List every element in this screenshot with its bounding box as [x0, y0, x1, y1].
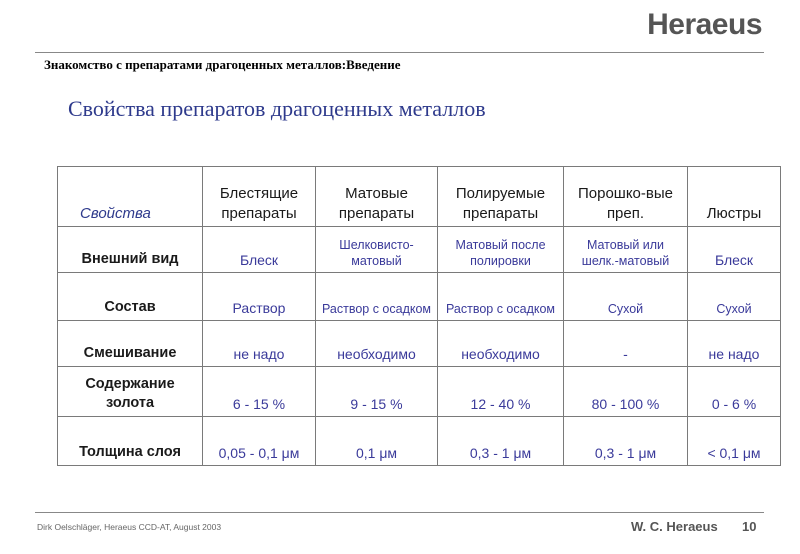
table-cell: 6 - 15 %: [203, 367, 316, 417]
heraeus-logo: Heraeus: [647, 8, 762, 41]
table-cell: необходимо: [438, 321, 564, 367]
column-header: Блестящие препараты: [203, 167, 316, 227]
footer-brand: W. C. Heraeus: [631, 519, 718, 534]
table-cell: 0,1 μм: [316, 417, 438, 466]
table-cell: -: [564, 321, 688, 367]
table-cell: 9 - 15 %: [316, 367, 438, 417]
column-header: Матовые препараты: [316, 167, 438, 227]
table-cell: Раствор с осадком: [438, 273, 564, 321]
table-cell: 0,3 - 1 μм: [564, 417, 688, 466]
table-header-row: [58, 167, 781, 227]
table-row: [58, 367, 781, 417]
column-header: Полируемые препараты: [438, 167, 564, 227]
table-row: [58, 227, 781, 273]
table-cell: не надо: [688, 321, 781, 367]
table-cell: < 0,1 μм: [688, 417, 781, 466]
table-cell: не надо: [203, 321, 316, 367]
table-row: [58, 417, 781, 466]
column-header: Порошко-вые преп.: [564, 167, 688, 227]
row-label: Смешивание: [58, 321, 203, 367]
table-cell: Шелковисто-матовый: [316, 227, 438, 273]
properties-table: [57, 166, 781, 466]
table-cell: Раствор с осадком: [316, 273, 438, 321]
table-cell: 0,05 - 0,1 μм: [203, 417, 316, 466]
table-cell: Блеск: [688, 227, 781, 273]
row-label: Содержание золота: [58, 367, 203, 417]
table-cell: Матовый или шелк.-матовый: [564, 227, 688, 273]
table-cell: 0,3 - 1 μм: [438, 417, 564, 466]
row-label: Состав: [58, 273, 203, 321]
table-cell: Сухой: [688, 273, 781, 321]
table-cell: 0 - 6 %: [688, 367, 781, 417]
row-label: Толщина слоя: [58, 417, 203, 466]
section-subtitle: Знакомство с препаратами драгоценных металлов:Введение: [44, 57, 401, 72]
table-cell: Раствор: [203, 273, 316, 321]
table-cell: 80 - 100 %: [564, 367, 688, 417]
page-number: 10: [742, 519, 757, 534]
table-cell: Сухой: [564, 273, 688, 321]
footer-author: Dirk Oelschläger, Heraeus CCD-AT, August 2003: [37, 522, 222, 532]
table-row: [58, 273, 781, 321]
table-cell: Матовый после полировки: [438, 227, 564, 273]
row-label: Внешний вид: [58, 227, 203, 273]
header-divider: [35, 52, 764, 53]
table-cell: Блеск: [203, 227, 316, 273]
footer-divider: [35, 512, 764, 513]
column-header: Люстры: [688, 167, 781, 227]
slide-title: Свойства препаратов драгоценных металлов: [68, 96, 486, 121]
corner-cell: Свойства: [58, 167, 203, 227]
table-cell: необходимо: [316, 321, 438, 367]
table-cell: 12 - 40 %: [438, 367, 564, 417]
table-row: [58, 321, 781, 367]
